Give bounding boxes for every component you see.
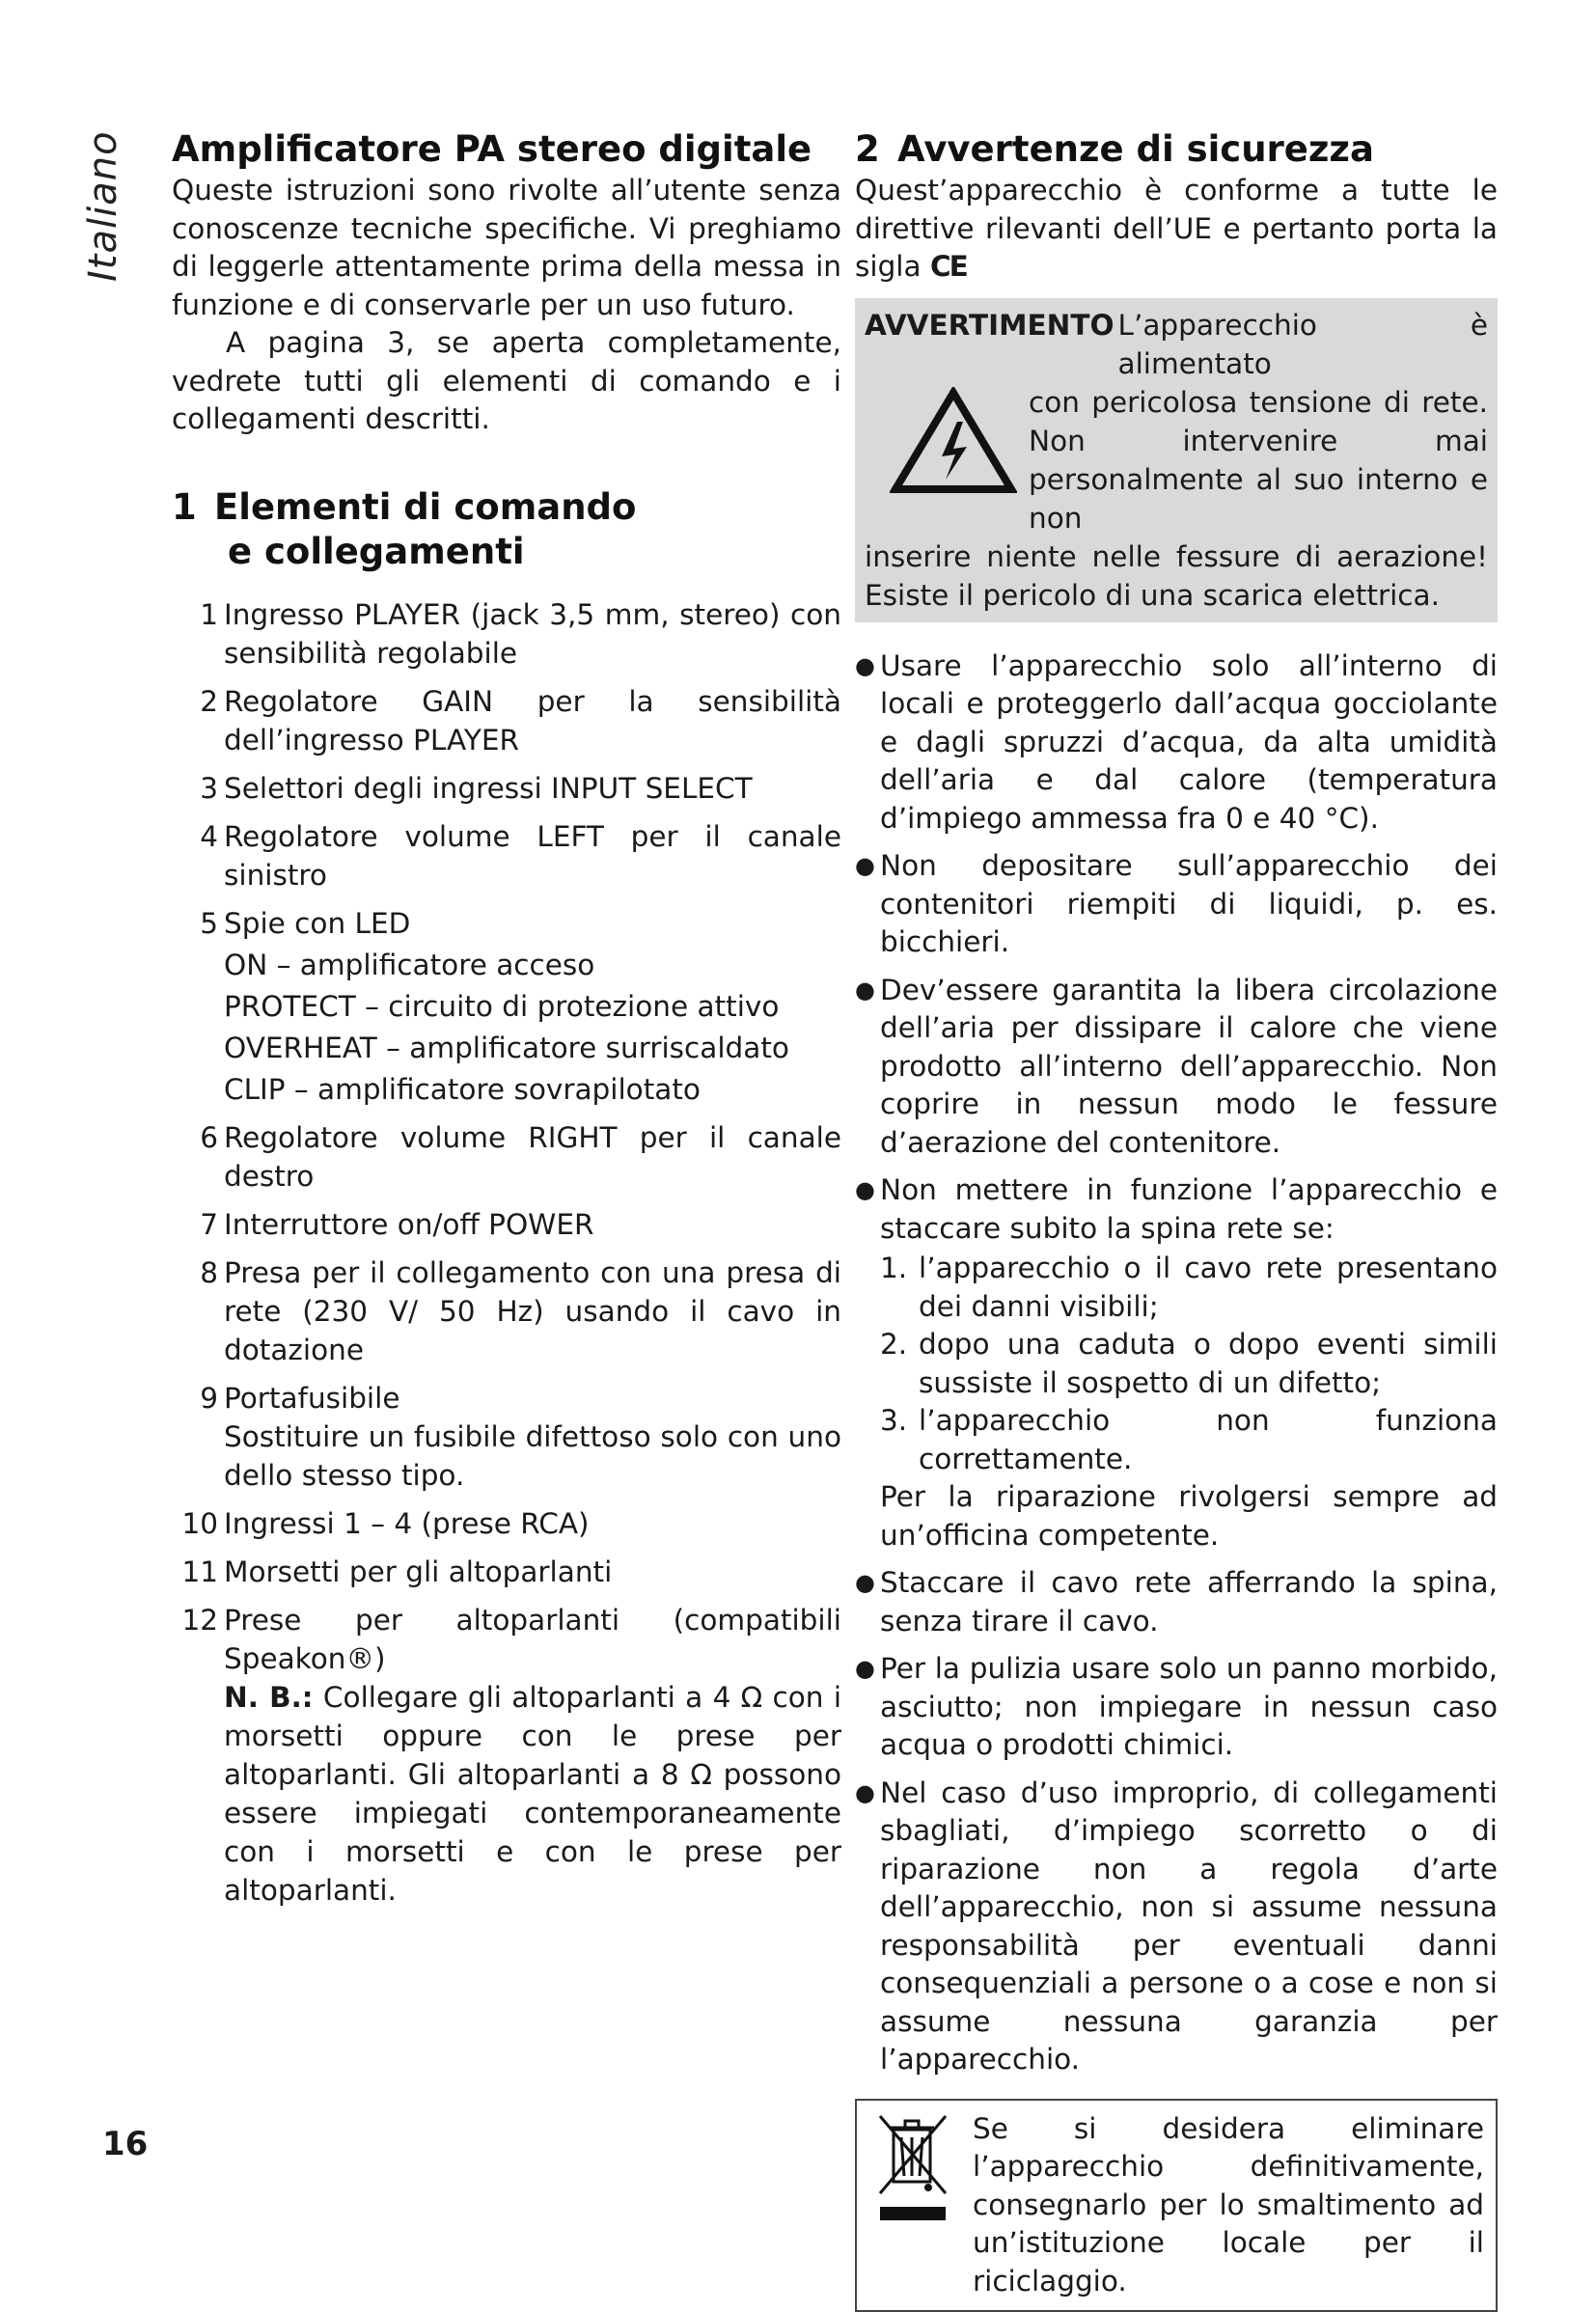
item-number: 12 [172,1601,224,1910]
item-text: Portafusibile [224,1382,399,1415]
sub-list-item [880,1250,1498,1326]
item-number: 4 [172,817,224,895]
list-item [855,972,1498,1163]
led-description: ON – amplificatore acceso [224,946,841,984]
list-item [855,1564,1498,1640]
high-voltage-warning-icon [878,383,1029,499]
bullet-icon: ● [855,972,880,1163]
list-item [172,1601,841,1910]
warning-label: AVVERTIMENTO [865,306,1114,383]
nb-label: N. B.: [224,1681,314,1714]
sub-item-text: l’apparecchio non funziona correttamente. [919,1402,1498,1478]
item-number: 9 [172,1379,224,1495]
item-text: Regolatore volume RIGHT per il canale destro [224,1118,841,1196]
intro-paragraph-2: A pagina 3, se aperta completamente, vedrete tutti gli elementi di comando e i collegamenti descritti. [172,324,841,439]
list-item [855,1775,1498,2079]
list-item [172,1553,841,1591]
bullet-icon: ● [855,1775,880,2079]
disposal-text: Se si desidera eliminare l’apparecchio definitivamente, consegnarlo per lo smaltimento ad un’istituzione locale per il riciclaggio. [973,2110,1484,2301]
bullet-icon: ● [855,1171,880,1555]
bullet-text: Non mettere in funzione l’apparecchio e staccare subito la spina rete se: [880,1173,1498,1245]
warning-middle [865,383,1488,537]
sub-item-number: 2. [880,1326,919,1402]
list-item [855,1650,1498,1765]
left-column [172,127,841,1919]
item-number: 1 [172,595,224,673]
list-item [172,1205,841,1244]
section-1-heading [172,485,841,574]
item-text-with-note [224,1379,841,1495]
item-number: 7 [172,1205,224,1244]
conformity-text: Quest’apparecchio è conforme a tutte le direttive rilevanti dell’UE e pertanto porta la sigla [855,174,1498,283]
sub-item-number: 3. [880,1402,919,1478]
list-item [172,1118,841,1196]
item-text: Ingressi 1 – 4 (prese RCA) [224,1504,841,1543]
item-text-with-note [224,1601,841,1910]
bullet-icon: ● [855,1650,880,1765]
warning-head [865,306,1488,383]
sub-list [880,1250,1498,1478]
item-number: 6 [172,1118,224,1196]
list-item [172,1379,841,1495]
controls-list [172,595,841,1910]
bullet-text: Per la pulizia usare solo un panno morbido, asciutto; non impiegare in nessun caso acqua o prodotti chimici. [880,1650,1498,1765]
nb-text: Collegare gli altoparlanti a 4 Ω con i morsetti oppure con le prese per altoparlanti. Gli altoparlanti a 8 Ω possono essere impiegati contemporaneamente con i morsetti e con le prese per altoparlanti. [224,1681,841,1907]
section-number: 2 [855,127,897,172]
item-text: Interruttore on/off POWER [224,1205,841,1244]
item-text-with-leds [224,904,841,1109]
item-text: Prese per altoparlanti (compatibili Speakon®) [224,1604,841,1675]
bullet-text: Non depositare sull’apparecchio dei contenitori riempiti di liquidi, p. es. bicchieri. [880,847,1498,962]
item-number: 11 [172,1553,224,1591]
led-description: OVERHEAT – amplificatore surriscaldato [224,1029,841,1067]
item-text: Selettori degli ingressi INPUT SELECT [224,769,841,808]
item-text: Ingresso PLAYER (jack 3,5 mm, stereo) con sensibilità regolabile [224,595,841,673]
list-item [172,595,841,673]
list-item [172,682,841,759]
bullet-icon: ● [855,647,880,839]
safety-bullet-list [855,647,1498,2079]
repair-note: Per la riparazione rivolgersi sempre ad un’officina competente. [880,1478,1498,1555]
item-text: Morsetti per gli altoparlanti [224,1553,841,1591]
item-text: Spie con LED [224,907,410,940]
bullet-icon: ● [855,1564,880,1640]
bullet-text: Staccare il cavo rete afferrando la spina, senza tirare il cavo. [880,1564,1498,1640]
disposal-notice-box [855,2099,1498,2312]
item-number: 3 [172,769,224,808]
warning-text-middle: con pericolosa tensione di rete. Non intervenire mai personalmente al suo interno e non [1029,383,1488,537]
conformity-paragraph [855,172,1498,287]
sub-item-number: 1. [880,1250,919,1326]
warning-box [855,298,1498,622]
sub-list-item [880,1326,1498,1402]
led-description: PROTECT – circuito di protezione attivo [224,987,841,1026]
bullet-text: Nel caso d’uso improprio, di collegamenti sbagliati, d’impiego scorretto o di riparazione non a regola d’arte dell’apparecchio, non si assume nessuna responsabilità per eventuali danni consequenziali a persone o a cose e non si assume nessuna garanzia per l’apparecchio. [880,1775,1498,2079]
led-description: CLIP – amplificatore sovrapilotato [224,1070,841,1109]
bullet-with-sublist [880,1171,1498,1555]
warning-text-line: L’apparecchio è alimentato [1114,306,1488,383]
section-title-line-1: Elementi di comando [214,486,636,528]
list-item [172,1504,841,1543]
section-2-heading [855,127,1498,172]
item-text: Presa per il collegamento con una presa di rete (230 V/ 50 Hz) usando il cavo in dotazione [224,1253,841,1369]
warning-text-tail: inserire niente nelle fessure di aerazione! Esiste il pericolo di una scarica elettrica. [865,537,1488,615]
list-item [172,1253,841,1369]
fuse-note: Sostituire un fusibile difettoso solo con uno dello stesso tipo. [224,1420,841,1492]
sub-item-text: l’apparecchio o il cavo rete presentano dei danni visibili; [919,1250,1498,1326]
item-text: Regolatore GAIN per la sensibilità dell’ingresso PLAYER [224,682,841,759]
item-number: 5 [172,904,224,1109]
sub-item-text: dopo una caduta o dopo eventi simili sussiste il sospetto di un difetto; [919,1326,1498,1402]
item-number: 2 [172,682,224,759]
intro-paragraph: Queste istruzioni sono rivolte all’utente senza conoscenze tecniche specifiche. Vi preghiamo di leggerle attentamente prima della messa in funzione e di conservarle per un uso futuro. [172,172,841,324]
list-item [172,904,841,1109]
section-title-line-2: e collegamenti [214,531,525,572]
bullet-text: Usare l’apparecchio solo all’interno di locali e proteggerlo dall’acqua gocciolante e dagli spruzzi d’acqua, da alta umidità dell’aria e dal calore (temperatura d’impiego ammessa fra 0 e 40 °C). [880,647,1498,839]
bullet-text: Dev’essere garantita la libera circolazione dell’aria per dissipare il calore che viene prodotto all’interno dell’apparecchio. Non coprire in nessun modo le fessure d’aerazione del contenitore. [880,972,1498,1163]
item-number: 10 [172,1504,224,1543]
item-text: Regolatore volume LEFT per il canale sinistro [224,817,841,895]
list-item [855,847,1498,962]
crossed-out-wheelie-bin-icon [867,2110,959,2226]
bullet-icon: ● [855,847,880,962]
ce-mark: CE [930,250,967,283]
sub-list-item [880,1402,1498,1478]
list-item [172,817,841,895]
right-column [855,127,1498,2312]
side-language-label: Italiano [81,130,125,282]
list-item [855,1171,1498,1555]
list-item [172,769,841,808]
list-item [855,647,1498,839]
item-number: 8 [172,1253,224,1369]
page-number: 16 [102,2125,148,2163]
section-number: 1 [172,485,214,574]
section-title: Avvertenze di sicurezza [897,127,1374,172]
document-title: Amplificatore PA stereo digitale [172,127,841,172]
section-title [214,485,841,574]
